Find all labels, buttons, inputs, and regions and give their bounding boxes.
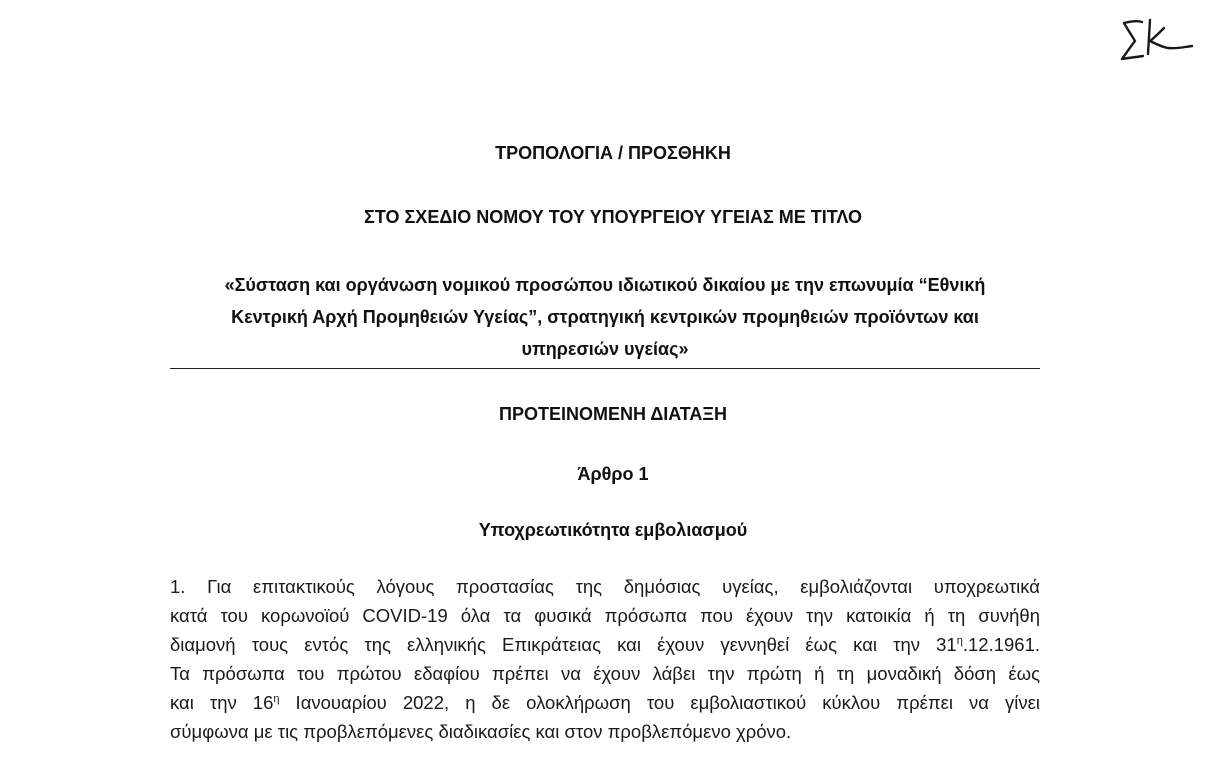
- paragraph-text: διαμονή τους εντός της ελληνικής Επικράτειας και έχουν γεννηθεί έως και την 31: [170, 634, 957, 655]
- bill-subtitle: ΣΤΟ ΣΧΕΔΙΟ ΝΟΜΟΥ ΤΟΥ ΥΠΟΥΡΓΕΙΟΥ ΥΓΕΙΑΣ ΜΕ ΤΙΤΛΟ: [364, 207, 862, 227]
- paragraph-line: σύμφωνα με τις προβλεπόμενες διαδικασίες και στον προβλεπόμενο χρόνο.: [170, 721, 792, 742]
- article-paragraph-1: [170, 572, 1040, 746]
- bill-title-line: υπηρεσιών υγείας»: [521, 339, 689, 359]
- paragraph-line: [170, 688, 1040, 717]
- paragraph-line: 1. Για επιτακτικούς λόγους προστασίας της δημόσιας υγείας, εμβολιάζονται υποχρεωτικά: [170, 576, 1040, 597]
- paragraph-line: [170, 630, 1040, 659]
- ordinal-superscript: η: [273, 692, 280, 705]
- handwritten-initials-signature: [1118, 14, 1196, 66]
- bill-title-line: «Σύσταση και οργάνωση νομικού προσώπου ιδιωτικού δικαίου με την επωνυμία “Εθνική: [224, 275, 986, 295]
- bill-title-line: Κεντρική Αρχή Προμηθειών Υγείας”, στρατηγική κεντρικών προμηθειών προϊόντων και: [231, 307, 979, 327]
- horizontal-divider: [170, 368, 1040, 369]
- article-number: Άρθρο 1: [577, 464, 649, 484]
- paragraph-text: Ιανουαρίου 2022, η δε ολοκλήρωση του εμβολιαστικού κύκλου πρέπει να γίνει: [279, 692, 1040, 713]
- bill-title: [150, 269, 1060, 365]
- paragraph-line: κατά του κορωνοϊού COVID-19 όλα τα φυσικά πρόσωπα που έχουν την κατοικία ή τη συνήθη: [170, 605, 1040, 626]
- amendment-title: ΤΡΟΠΟΛΟΓΙΑ / ΠΡΟΣΘΗΚΗ: [495, 143, 731, 163]
- paragraph-text: και την 16: [170, 692, 274, 713]
- paragraph-line: Τα πρόσωπα του πρώτου εδαφίου πρέπει να έχουν λάβει την πρώτη ή τη μοναδική δόση έως: [170, 663, 1040, 684]
- proposed-provision-heading: ΠΡΟΤΕΙΝΟΜΕΝΗ ΔΙΑΤΑΞΗ: [498, 404, 728, 424]
- article-title: Υποχρεωτικότητα εμβολιασμού: [478, 520, 748, 540]
- paragraph-text: .12.1961.: [962, 634, 1040, 655]
- ordinal-superscript: η: [956, 634, 963, 647]
